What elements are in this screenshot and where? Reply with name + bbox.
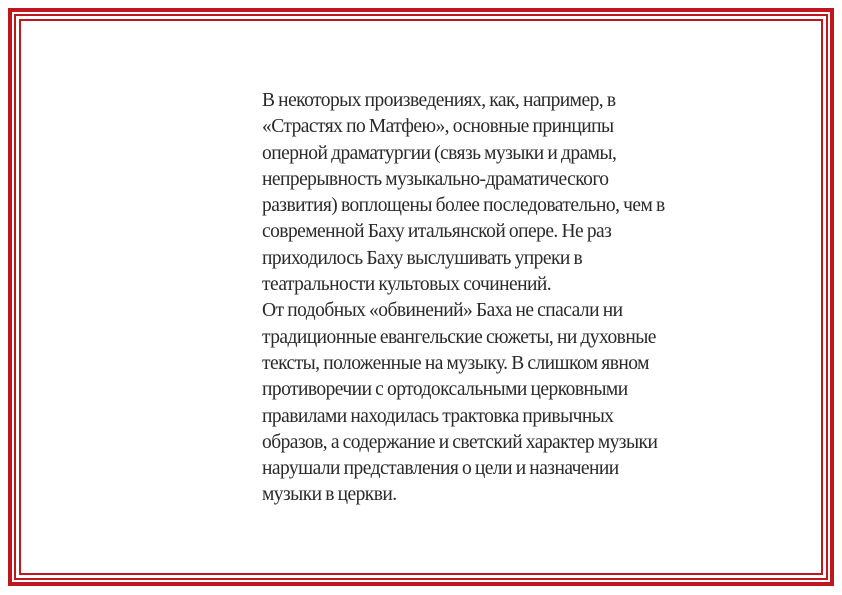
text-line: «Страстях по Матфею», основные принципы [262, 116, 614, 138]
text-line: традиционные евангельские сюжеты, ни духовные [262, 326, 656, 348]
text-line: В некоторых произведениях, как, например, в [262, 90, 616, 111]
text-line: современной Баху итальянской опере. Не раз [262, 221, 612, 243]
text-line: оперной драматургии (связь музыки и драмы, [262, 142, 617, 164]
text-line: развития) воплощены более последовательно, чем в [262, 195, 665, 217]
text-line: театральности культовых сочинений. [262, 274, 552, 296]
text-line: противоречии с ортодоксальными церковными [262, 379, 628, 401]
text-line: непрерывность музыкально-драматического [262, 168, 609, 190]
text-line: образов, а содержание и светский характер музыки [262, 431, 658, 453]
body-text [262, 88, 762, 509]
text-line: музыки в церкви. [262, 484, 397, 506]
text-line: правилами находилась трактовка привычных [262, 405, 614, 427]
text-line: тексты, положенные на музыку. В слишком явном [262, 352, 649, 374]
text-line: нарушали представления о цели и назначении [262, 458, 619, 480]
text-line: приходилось Баху выслушивать упреки в [262, 247, 583, 269]
text-line: От подобных «обвинений» Баха не спасали ни [262, 300, 623, 322]
